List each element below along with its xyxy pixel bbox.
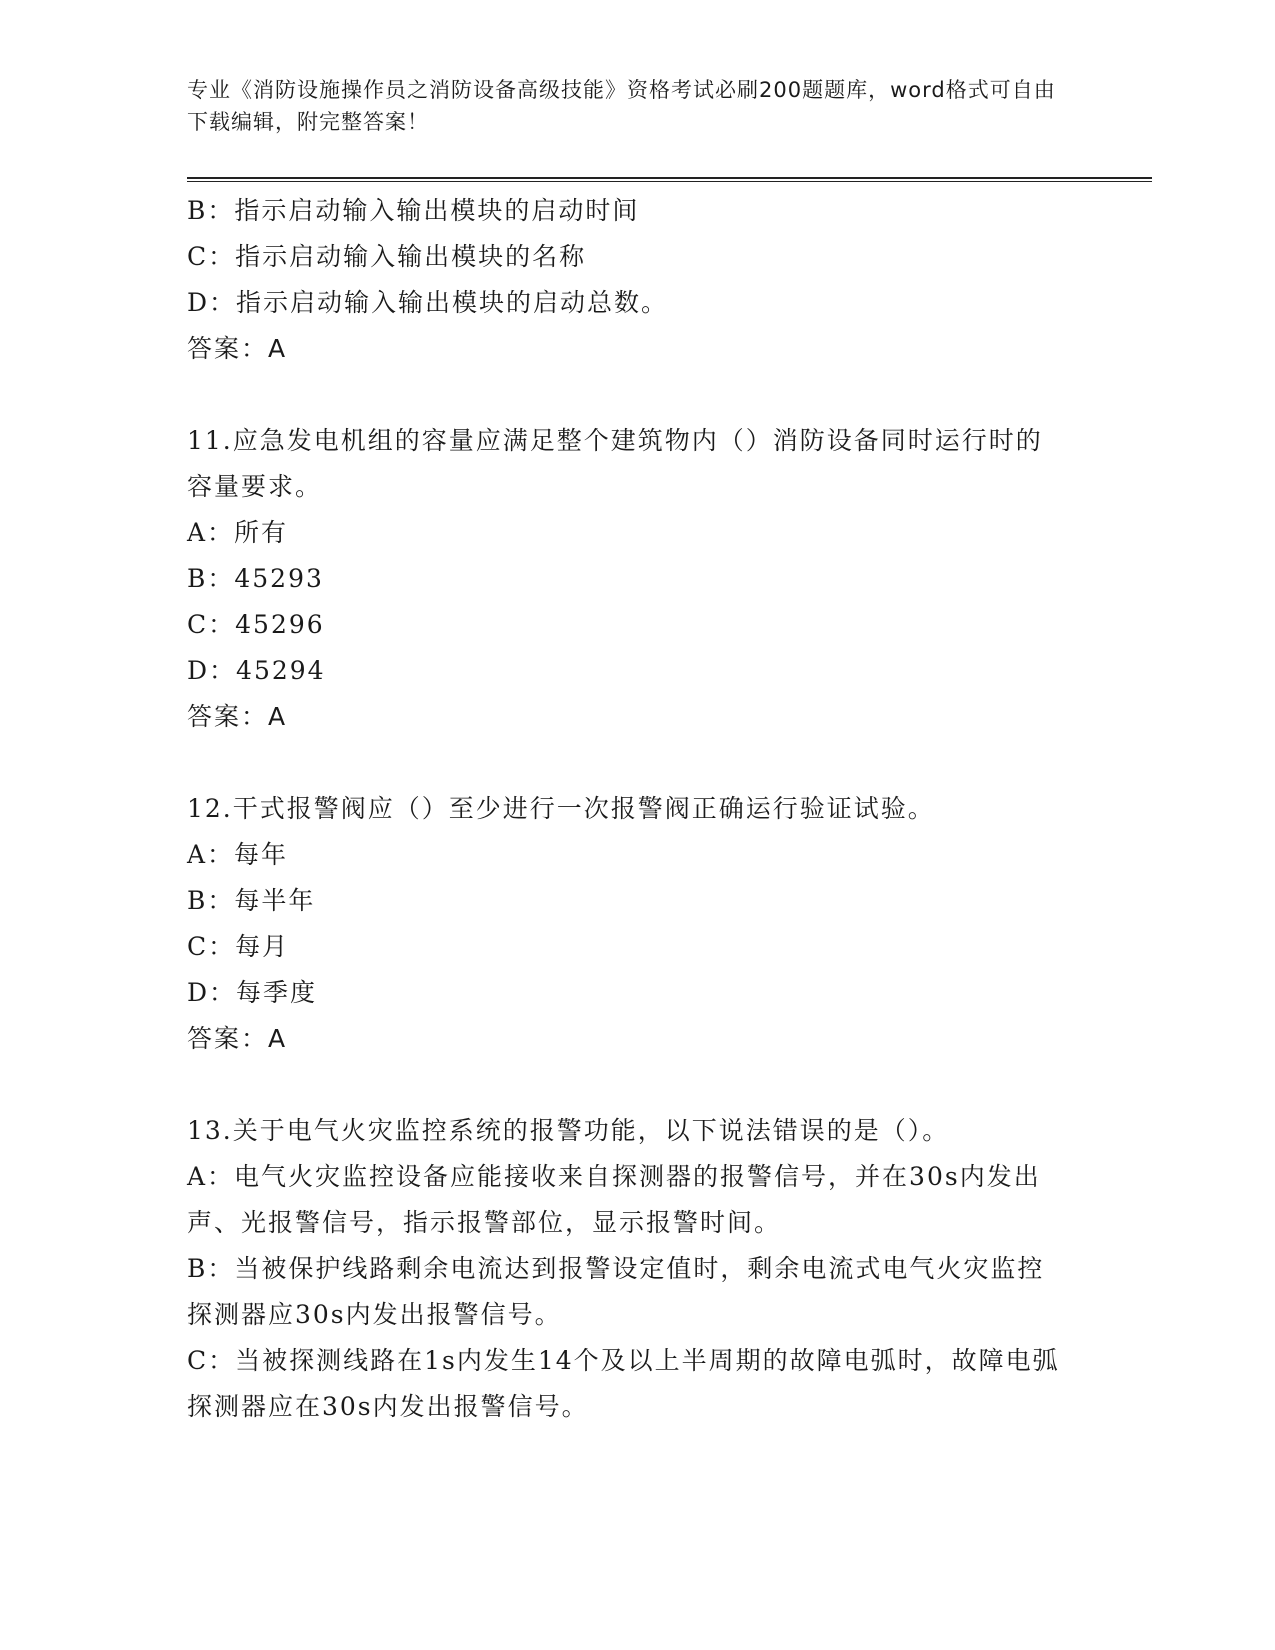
header-divider: [187, 177, 1152, 179]
question-12: [187, 786, 1067, 1062]
option-a: A：电气火灾监控设备应能接收来自探测器的报警信号，并在30s内发出声、光报警信号，指示报警部位，显示报警时间。: [187, 1162, 1041, 1237]
option-d: D：每季度: [187, 978, 318, 1007]
option-d: D：45294: [187, 656, 326, 685]
option-b: B：每半年: [187, 886, 316, 915]
question-stem: 13.关于电气火灾监控系统的报警功能，以下说法错误的是（）。: [187, 1116, 950, 1145]
option-c: C：每月: [187, 932, 290, 961]
question-stem: 12.干式报警阀应（）至少进行一次报警阀正确运行验证试验。: [187, 794, 935, 823]
option-c: C：当被探测线路在1s内发生14个及以上半周期的故障电弧时，故障电弧探测器应在30s内发出报警信号。: [187, 1346, 1060, 1421]
option-c: C：指示启动输入输出模块的名称: [187, 242, 587, 271]
question-13: [187, 1108, 1067, 1430]
answer: 答案：A: [187, 334, 288, 363]
question-stem: 11.应急发电机组的容量应满足整个建筑物内（）消防设备同时运行时的容量要求。: [187, 426, 1043, 501]
option-b: B：指示启动输入输出模块的启动时间: [187, 196, 640, 225]
document-header: [187, 74, 1067, 138]
answer: 答案：A: [187, 702, 288, 731]
option-c: C：45296: [187, 610, 325, 639]
option-d: D：指示启动输入输出模块的启动总数。: [187, 288, 669, 317]
question-10: [187, 188, 1067, 372]
header-title: 专业《消防设施操作员之消防设备高级技能》资格考试必刷200题题库，word格式可自由下载编辑，附完整答案！: [187, 78, 1056, 134]
option-a: A：所有: [187, 518, 289, 547]
question-11: [187, 418, 1067, 740]
option-b: B：45293: [187, 564, 324, 593]
answer: 答案：A: [187, 1024, 288, 1053]
option-b: B：当被保护线路剩余电流达到报警设定值时，剩余电流式电气火灾监控探测器应30s内发出报警信号。: [187, 1254, 1045, 1329]
header-divider-thin: [187, 181, 1152, 182]
question-list: [187, 188, 1067, 1430]
option-a: A：每年: [187, 840, 289, 869]
